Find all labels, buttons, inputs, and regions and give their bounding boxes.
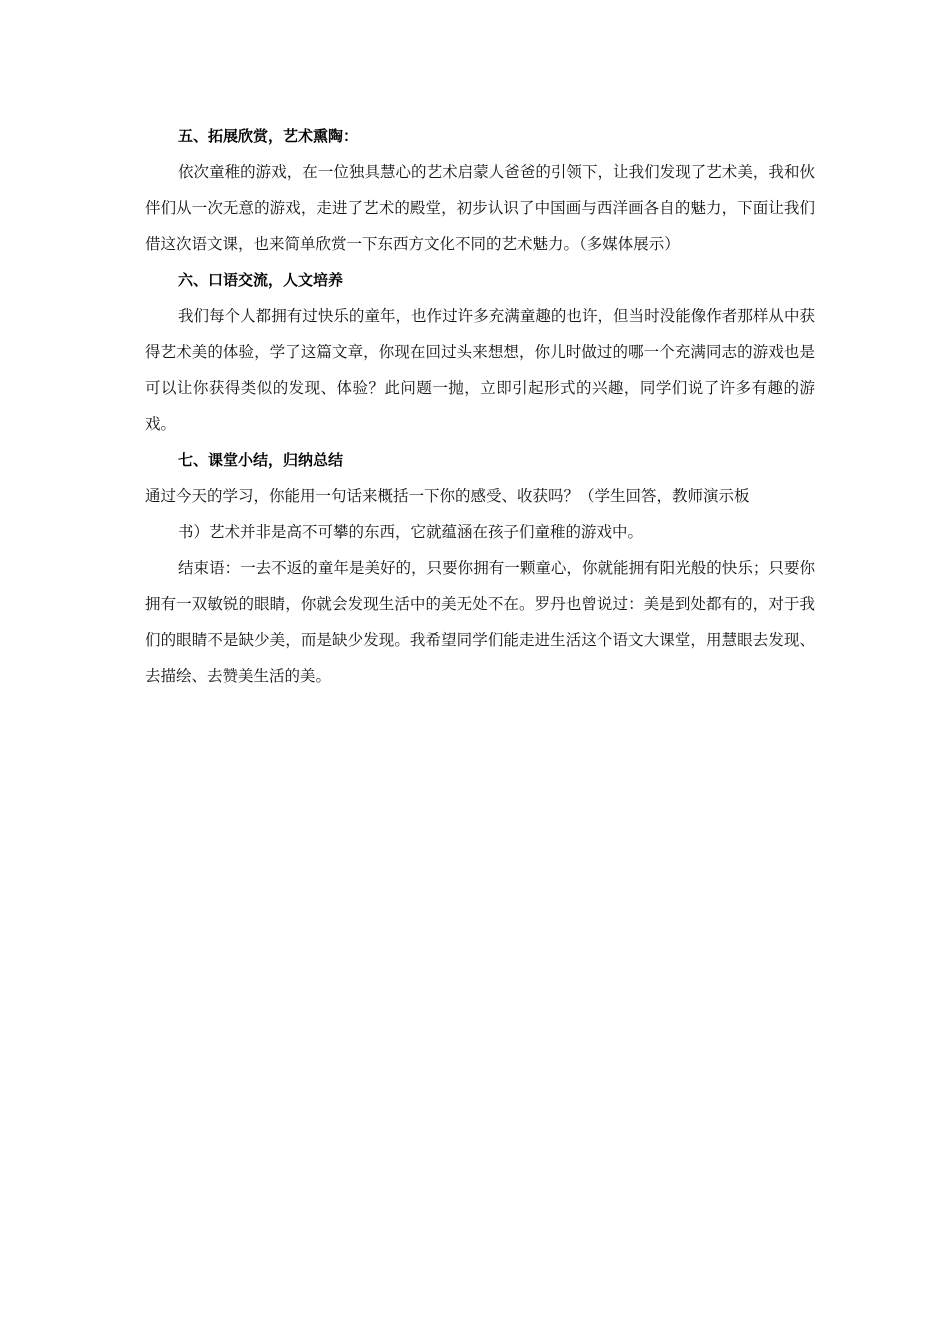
- document-body: [145, 118, 815, 694]
- section-heading-expand-appreciation: 五、拓展欣赏，艺术熏陶：: [178, 127, 359, 145]
- paragraph-summary-question: 通过今天的学习，你能用一句话来概括一下你的感受、收获吗？（学生回答，教师演示板: [145, 487, 750, 505]
- section-heading-oral-communication: 六、口语交流，人文培养: [178, 271, 344, 289]
- paragraph-childhood-games: 我们每个人都拥有过快乐的童年，也作过许多充满童趣的也许，但当时没能像作者那样从中获得艺术美的体验，学了这篇文章，你现在回过头来想想，你儿时做过的哪一个充满同志的游戏也是可以让你获得类似的发现、体验？此问题一抛，立即引起形式的兴趣，同学们说了许多有趣的游戏。: [145, 307, 815, 433]
- paragraph-closing-remarks: 结束语：一去不返的童年是美好的，只要你拥有一颗童心，你就能拥有阳光般的快乐；只要你拥有一双敏锐的眼睛，你就会发现生活中的美无处不在。罗丹也曾说过：美是到处都有的，对于我们的眼睛不是缺少美，而是缺少发现。我希望同学们能走进生活这个语文大课堂，用慧眼去发现、去描绘、去赞美生活的美。: [145, 559, 815, 685]
- paragraph-art-appreciation: 依次童稚的游戏，在一位独具慧心的艺术启蒙人爸爸的引领下，让我们发现了艺术美，我和伙伴们从一次无意的游戏，走进了艺术的殿堂，初步认识了中国画与西洋画各自的魅力，下面让我们借这次语文课，也来简单欣赏一下东西方文化不同的艺术魅力。（多媒体展示）: [145, 163, 815, 253]
- section-heading-class-summary: 七、课堂小结，归纳总结: [178, 451, 344, 469]
- paragraph-summary-answer: 书）艺术并非是高不可攀的东西，它就蕴涵在孩子们童稚的游戏中。: [178, 523, 644, 541]
